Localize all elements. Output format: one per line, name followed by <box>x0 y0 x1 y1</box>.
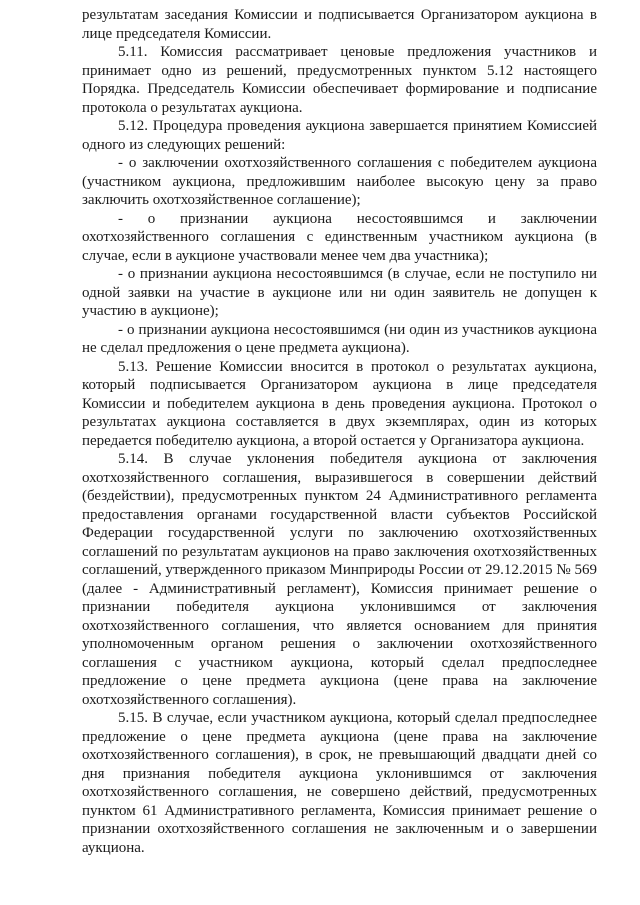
paragraph-5-11: 5.11. Комиссия рассматривает ценовые предложения участников и принимает одно из решений, предусмотренных пунктом 5.12 настоящего Порядка. Председатель Комиссии обеспечивает формирование и подписание протокола о результатах аукциона. <box>82 44 597 116</box>
list-item-decision-3: - о признании аукциона несостоявшимся (в случае, если не поступило ни одной заявки на участие в аукционе или ни один заявитель не допущен к участию в аукционе); <box>82 266 597 319</box>
list-item-decision-1: - о заключении охотхозяйственного соглашения с победителем аукциона (участником аукциона, предложившим наиболее высокую цену за право заключить охотхозяйственное соглашение); <box>82 155 597 208</box>
paragraph-5-14: 5.14. В случае уклонения победителя аукциона от заключения охотхозяйственного соглашения, выразившегося в совершении действий (бездействии), предусмотренных пунктом 24 Административного регламента предоставления органами государственной власти субъектов Российской Федерации государственной услуги по заключению охотхозяйственных соглашений по результатам аукционов на право заключения охотхозяйственных соглашений, утвержденного приказом Минприроды России от 29.12.2015 № 569 (далее - Административный регламент), Комиссия принимает решение о признании победителя аукциона уклонившимся от заключения охотхозяйственного соглашения, что является основанием для принятия уполномоченным органом решения о заключении охотхозяйственного соглашения с участником аукциона, который сделал предпоследнее предложение о цене предмета аукциона (цене права на заключение охотхозяйственного соглашения). <box>82 451 597 708</box>
paragraph-5-15: 5.15. В случае, если участником аукциона, который сделал предпоследнее предложение о цене предмета аукциона (цене права на заключение охотхозяйственного соглашения), в срок, не превышающий двадцати дней со дня признания победителя аукциона уклонившимся от заключения охотхозяйственного соглашения, не совершено действий, предусмотренных пунктом 61 Административного регламента, Комиссия принимает решение о признании охотхозяйственного соглашения не заключенным и о завершении аукциона. <box>82 710 597 856</box>
paragraph-5-12: 5.12. Процедура проведения аукциона завершается принятием Комиссией одного из следующих решений: <box>82 118 597 153</box>
document-body <box>82 6 597 857</box>
list-item-decision-2: - о признании аукциона несостоявшимся и заключении охотхозяйственного соглашения с единственным участником аукциона (в случае, если в аукционе участвовали менее чем два участника); <box>82 210 597 264</box>
paragraph-continuation: результатам заседания Комиссии и подписывается Организатором аукциона в лице председателя Комиссии. <box>82 7 597 42</box>
list-item-decision-4: - о признании аукциона несостоявшимся (ни один из участников аукциона не сделал предложения о цене предмета аукциона). <box>82 321 597 356</box>
paragraph-5-13: 5.13. Решение Комиссии вносится в протокол о результатах аукциона, который подписывается Организатором аукциона в лице председателя Комиссии и победителем аукциона в день проведения аукциона. Протокол о результатах аукциона составляется в двух экземплярах, один из которых передается победителю аукциона, а второй остается у Организатора аукциона. <box>82 358 597 449</box>
